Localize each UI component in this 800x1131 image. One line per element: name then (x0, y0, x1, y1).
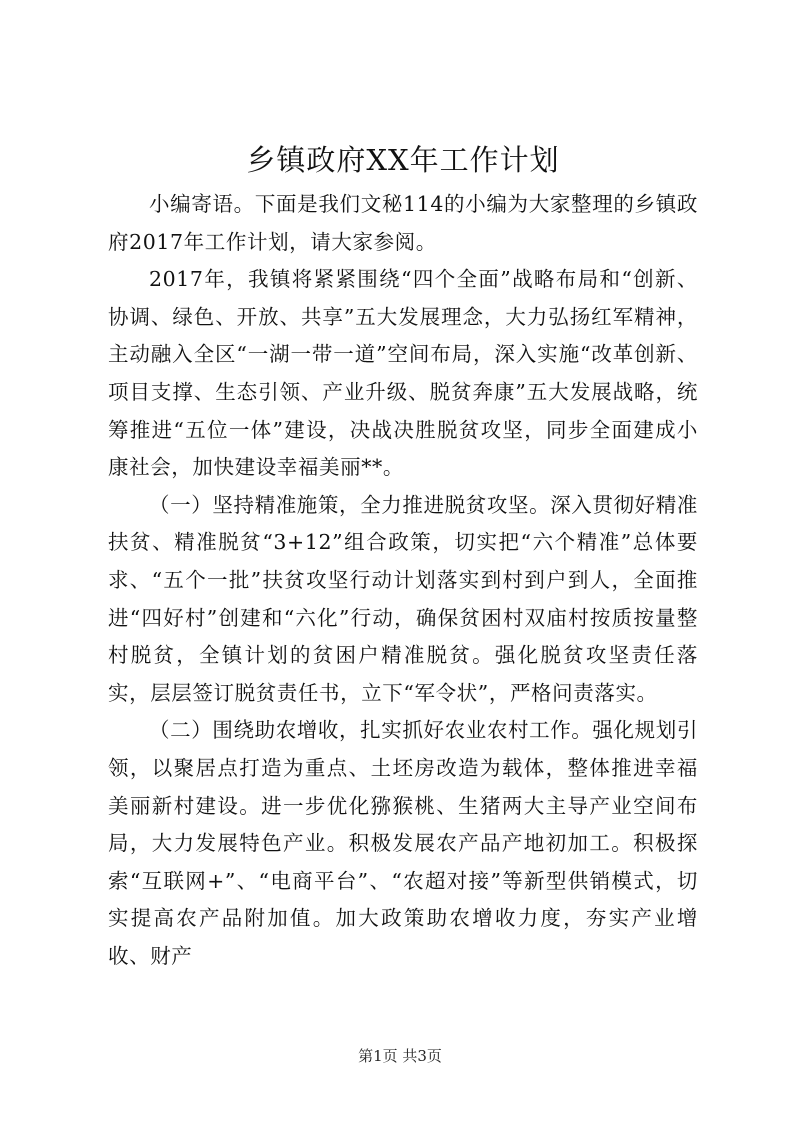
document-title: 乡镇政府XX年工作计划 (246, 143, 560, 177)
paragraph-section-2: （二）围绕助农增收，扎实抓好农业农村工作。强化规划引领，以聚居点打造为重点、土坯房改造为载体，整体推进幸福美丽新村建设。进一步优化猕猴桃、生猪两大主导产业空间布局，大力发展特色产业。积极发展农产品产地初加工。积极探索“互联网+”、“电商平台”、“农超对接”等新型供销模式，切实提高农产品附加值。加大政策助农增收力度，夯实产业增收、财产 (108, 718, 698, 968)
document-page (108, 138, 698, 975)
page-footer: 第1页 共3页 (358, 1047, 442, 1065)
paragraph-section-1: （一）坚持精准施策，全力推进脱贫攻坚。深入贯彻好精准扶贫、精准脱贫“3+12”组合政策，切实把“六个精准”总体要求、“五个一批”扶贫攻坚行动计划落实到村到户到人，全面推进“四好村”创建和“六化”行动，确保贫困村双庙村按质按量整村脱贫，全镇计划的贫困户精准脱贫。强化脱贫攻坚责任落实，层层签订脱贫责任书，立下“军令状”，严格问责落实。 (108, 492, 698, 705)
paragraph-intro: 小编寄语。下面是我们文秘114的小编为大家整理的乡镇政府2017年工作计划，请大家参阅。 (108, 192, 698, 254)
paragraph-overview: 2017年，我镇将紧紧围绕“四个全面”战略布局和“创新、协调、绿色、开放、共享”五大发展理念，大力弘扬红军精神，主动融入全区“一湖一带一道”空间布局，深入实施“改革创新、项目支撑、生态引领、产业升级、脱贫奔康”五大发展战略，统筹推进“五位一体”建设，决战决胜脱贫攻坚，同步全面建成小康社会，加快建设幸福美丽**。 (108, 267, 698, 480)
